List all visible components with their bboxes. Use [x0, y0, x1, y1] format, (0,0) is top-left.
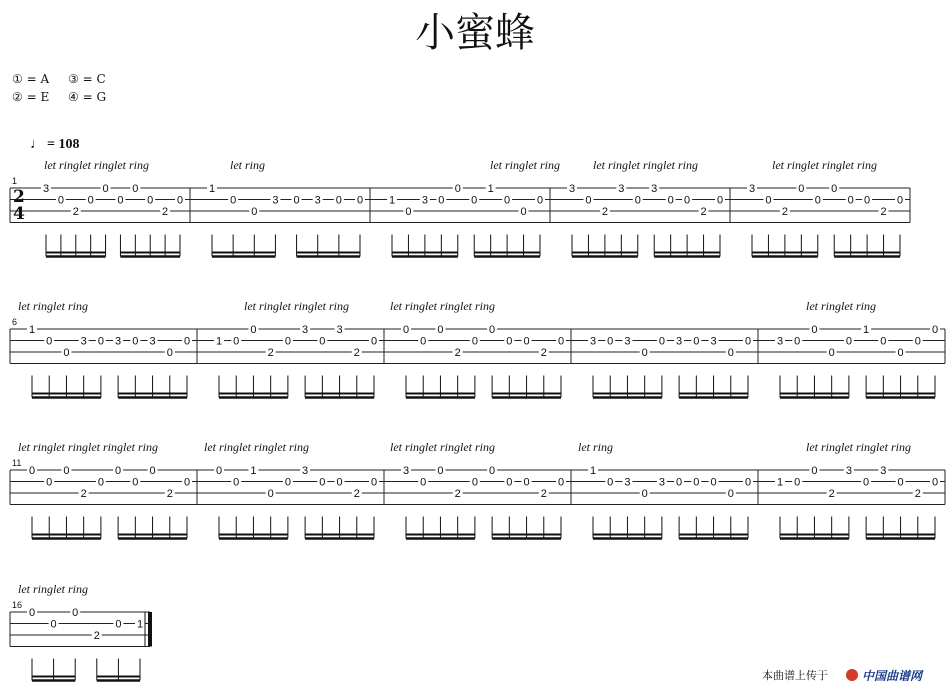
fret-number: 0: [684, 194, 691, 207]
fret-number: 0: [641, 347, 648, 359]
fret-number: 0: [251, 206, 258, 218]
fret-number: 0: [230, 194, 237, 207]
fret-number: 3: [658, 476, 665, 489]
fret-number: 0: [215, 465, 223, 477]
fret-number: 3: [618, 183, 625, 195]
fret-number: 1: [776, 476, 784, 489]
fret-number: 1: [589, 465, 597, 477]
fret-number: 0: [641, 488, 648, 500]
fret-number: 0: [828, 347, 835, 359]
fret-number: 0: [727, 347, 734, 359]
fret-number: 0: [897, 476, 904, 489]
fret-number: 0: [72, 607, 79, 619]
fret-number: 0: [87, 194, 94, 207]
fret-number: 1: [215, 335, 223, 348]
tab-systems: [10, 158, 945, 681]
measure: [214, 323, 384, 398]
tempo-marking: [30, 137, 79, 152]
tab-system: [10, 582, 152, 681]
fret-number: 0: [744, 335, 752, 348]
fret-number: 2: [267, 347, 274, 359]
fret-number: 0: [523, 476, 530, 489]
fret-number: 1: [136, 618, 144, 631]
fret-number: 3: [149, 335, 156, 348]
fret-number: 0: [523, 335, 530, 348]
tuning-string-4: ④ = G: [68, 90, 107, 104]
fret-number: 0: [794, 476, 801, 489]
fret-number: 3: [421, 194, 428, 207]
fret-number: 3: [845, 465, 852, 477]
fret-number: 0: [147, 194, 154, 207]
fret-number: 0: [370, 335, 378, 348]
measure-number: 1: [12, 176, 18, 186]
fret-number: 0: [250, 324, 257, 336]
fret-number: 3: [710, 335, 717, 348]
fret-number: 0: [319, 335, 326, 348]
fret-number: 0: [897, 347, 904, 359]
fret-number: 0: [46, 476, 53, 489]
fret-number: 0: [132, 335, 139, 348]
fret-number: 2: [93, 630, 100, 642]
fret-number: 2: [781, 206, 788, 218]
fret-number: 0: [811, 324, 818, 336]
fret-number: 0: [506, 476, 513, 489]
fret-number: 0: [284, 476, 291, 489]
fret-number: 0: [176, 194, 184, 207]
fret-number: 0: [28, 465, 36, 477]
let-ring-text: let ringlet ringlet ring: [44, 158, 149, 172]
fret-number: 3: [589, 335, 597, 348]
fret-number: 0: [667, 194, 674, 207]
fret-number: 3: [336, 324, 343, 336]
let-ring-text: let ringlet ringlet ring: [204, 440, 309, 454]
fret-number: 0: [63, 465, 70, 477]
tuning-legend: [12, 72, 106, 104]
fret-number: 0: [183, 335, 191, 348]
fret-number: 0: [814, 194, 821, 207]
footer-credit: [762, 668, 924, 683]
let-ring-text: let ringlet ring: [490, 158, 560, 172]
measure: [775, 464, 945, 539]
fret-number: 0: [102, 183, 109, 195]
fret-number: 3: [568, 183, 576, 195]
fret-number: 3: [748, 183, 756, 195]
fret-number: 0: [931, 324, 939, 336]
quarter-note-icon: ♩: [30, 137, 44, 152]
fret-number: 2: [540, 347, 547, 359]
fret-number: 0: [914, 335, 921, 348]
let-ring-text: let ringlet ring: [18, 299, 88, 313]
fret-number: 3: [624, 335, 631, 348]
measure-number: 6: [12, 317, 18, 327]
fret-number: 0: [557, 476, 565, 489]
fret-number: 0: [293, 194, 300, 207]
fret-number: 0: [716, 194, 724, 207]
measure: [214, 464, 384, 539]
time-signature-bottom: 4: [13, 204, 25, 224]
fret-number: 2: [828, 488, 835, 500]
fret-number: 0: [233, 335, 240, 348]
fret-number: 2: [454, 347, 461, 359]
fret-number: 2: [914, 488, 921, 500]
fret-number: 2: [454, 488, 461, 500]
fret-number: 1: [863, 324, 870, 336]
tempo-value: = 108: [47, 137, 80, 152]
let-ring-text: let ring: [578, 440, 613, 454]
fret-number: 0: [57, 194, 64, 207]
fret-number: 2: [353, 347, 360, 359]
fret-number: 0: [233, 476, 240, 489]
fret-number: 0: [97, 335, 104, 348]
tuning-string-3: ③ = C: [68, 72, 106, 86]
final-barline-thick: [148, 612, 152, 647]
measure: [567, 182, 730, 257]
fret-number: 0: [710, 476, 717, 489]
fret-number: 3: [314, 194, 321, 207]
fret-number: 2: [80, 488, 87, 500]
fret-number: 2: [601, 206, 608, 218]
fret-number: 0: [864, 194, 871, 207]
fret-number: 0: [336, 476, 343, 489]
fret-number: 0: [634, 194, 641, 207]
tuning-string-2: ② = E: [12, 90, 50, 104]
measure: [401, 323, 571, 398]
let-ring-text: let ringlet ring: [806, 299, 876, 313]
fret-number: 0: [356, 194, 364, 207]
fret-number: 0: [402, 324, 410, 336]
fret-number: 0: [97, 476, 104, 489]
fret-number: 2: [540, 488, 547, 500]
measure-number: 16: [12, 600, 23, 610]
tuning-string-1: ① = A: [12, 72, 50, 86]
let-ring-text: let ringlet ringlet ring: [244, 299, 349, 313]
fret-number: 1: [487, 183, 494, 195]
fret-number: 0: [765, 194, 772, 207]
fret-number: 0: [557, 335, 565, 348]
fret-number: 0: [132, 476, 139, 489]
fret-number: 2: [880, 206, 887, 218]
fret-number: 3: [302, 465, 309, 477]
fret-number: 0: [115, 618, 122, 631]
fret-number: 0: [811, 465, 818, 477]
fret-number: 0: [471, 194, 478, 207]
fret-number: 0: [658, 335, 665, 348]
fret-number: 3: [676, 335, 683, 348]
fret-number: 0: [520, 206, 527, 218]
fret-number: 0: [28, 607, 36, 619]
let-ring-text: let ringlet ringlet ring: [806, 440, 911, 454]
fret-number: 0: [798, 183, 805, 195]
fret-number: 3: [302, 324, 309, 336]
fret-number: 0: [267, 488, 274, 500]
fret-number: 0: [319, 476, 326, 489]
fret-number: 0: [437, 465, 444, 477]
fret-number: 0: [504, 194, 511, 207]
fret-number: 3: [42, 183, 50, 195]
fret-number: 0: [727, 488, 734, 500]
let-ring-text: let ringlet ringlet ring: [772, 158, 877, 172]
fret-number: 0: [585, 194, 592, 207]
fret-number: 3: [115, 335, 122, 348]
fret-number: 0: [863, 476, 870, 489]
fret-number: 2: [162, 206, 169, 218]
fret-number: 0: [896, 194, 904, 207]
fret-number: 0: [420, 476, 427, 489]
measure: [387, 182, 550, 257]
fret-number: 0: [794, 335, 801, 348]
fret-number: 0: [335, 194, 342, 207]
fret-number: 0: [676, 476, 683, 489]
fret-number: 0: [607, 335, 614, 348]
site-logo-text: 中国曲谱网: [862, 669, 923, 683]
fret-number: 0: [132, 183, 139, 195]
fret-number: 0: [831, 183, 838, 195]
fret-number: 0: [847, 194, 854, 207]
fret-number: 2: [166, 488, 173, 500]
fret-number: 0: [50, 618, 57, 631]
fret-number: 0: [117, 194, 124, 207]
fret-number: 1: [28, 324, 36, 336]
fret-number: 2: [72, 206, 79, 218]
fret-number: 0: [471, 476, 478, 489]
fret-number: 0: [46, 335, 53, 348]
fret-number: 3: [651, 183, 658, 195]
fret-number: 0: [183, 476, 191, 489]
fret-number: 3: [402, 465, 410, 477]
measure: [747, 182, 910, 257]
fret-number: 0: [438, 194, 445, 207]
measure: [207, 182, 370, 257]
fret-number: 0: [115, 465, 122, 477]
fret-number: 0: [471, 335, 478, 348]
let-ring-text: let ringlet ringlet ringlet ring: [18, 440, 158, 454]
tab-system: [10, 158, 910, 257]
tab-system: [10, 299, 945, 398]
fret-number: 0: [149, 465, 156, 477]
time-signature-top: 2: [13, 187, 25, 207]
fret-number: 1: [208, 183, 216, 195]
site-logo-icon: [846, 669, 858, 681]
fret-number: 0: [405, 206, 412, 218]
fret-number: 3: [80, 335, 87, 348]
fret-number: 1: [250, 465, 257, 477]
fret-number: 0: [284, 335, 291, 348]
fret-number: 0: [536, 194, 544, 207]
fret-number: 0: [744, 476, 752, 489]
fret-number: 3: [272, 194, 279, 207]
let-ring-text: let ring: [230, 158, 265, 172]
fret-number: 0: [880, 335, 887, 348]
fret-number: 0: [506, 335, 513, 348]
song-title: 小蜜蜂: [415, 10, 535, 56]
fret-number: 0: [420, 335, 427, 348]
let-ring-text: let ringlet ringlet ring: [390, 299, 495, 313]
measure: [401, 464, 571, 539]
fret-number: 0: [437, 324, 444, 336]
fret-number: 3: [880, 465, 887, 477]
fret-number: 0: [454, 183, 461, 195]
fret-number: 0: [693, 476, 700, 489]
fret-number: 0: [845, 335, 852, 348]
fret-number: 2: [353, 488, 360, 500]
fret-number: 0: [931, 476, 939, 489]
let-ring-text: let ringlet ring: [18, 582, 88, 596]
fret-number: 0: [166, 347, 173, 359]
fret-number: 0: [63, 347, 70, 359]
measure: [775, 323, 945, 398]
fret-number: 0: [489, 324, 496, 336]
fret-number: 0: [607, 476, 614, 489]
fret-number: 1: [388, 194, 396, 207]
fret-number: 2: [700, 206, 707, 218]
fret-number: 3: [624, 476, 631, 489]
fret-number: 0: [693, 335, 700, 348]
footer-text: 本曲谱上传于: [762, 669, 828, 682]
measure: [588, 464, 758, 539]
let-ring-text: let ringlet ringlet ring: [390, 440, 495, 454]
measure-number: 11: [12, 458, 22, 468]
fret-number: 0: [370, 476, 378, 489]
tab-system: [10, 440, 945, 539]
let-ring-text: let ringlet ringlet ring: [593, 158, 698, 172]
fret-number: 3: [776, 335, 784, 348]
fret-number: 0: [489, 465, 496, 477]
